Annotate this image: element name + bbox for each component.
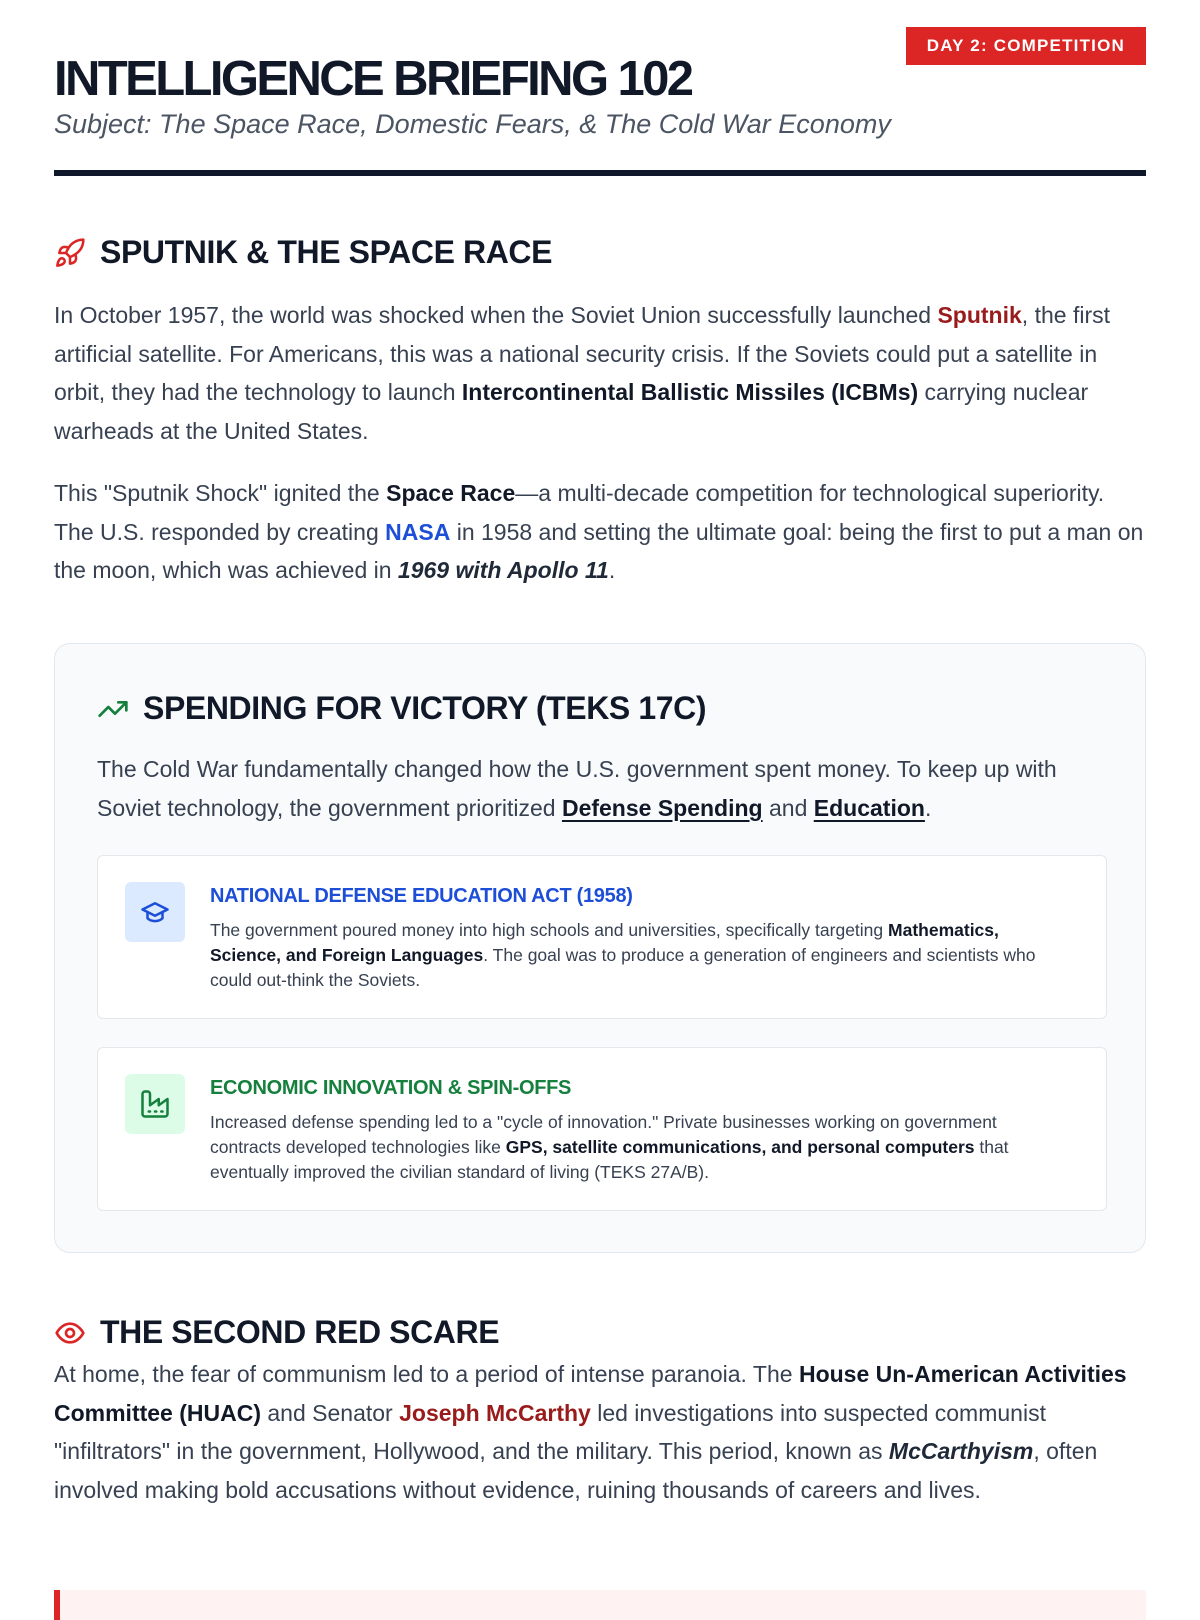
term-space-race: Space Race [386,480,516,506]
section-header-sputnik [54,234,552,271]
spending-card [54,643,1146,1253]
ndea-title: NATIONAL DEFENSE EDUCATION ACT (1958) [210,885,633,907]
section-title-sputnik: SPUTNIK & THE SPACE RACE [100,234,553,270]
page-subtitle: Subject: The Space Race, Domestic Fears, & The Cold War Economy [54,109,891,139]
page-title: INTELLIGENCE BRIEFING 102 [54,52,692,106]
sputnik-paragraph-1: In October 1957, the world was shocked when the Soviet Union successfully launched Sputnik, the first artificial satellite. For Americans, this was a national security crisis. If the Soviets could put a satellite in orbit, they had the technology to launch Intercontinental Ballistic Missiles (ICBMs) carrying nuclear warheads at the United States. [54,302,1110,444]
economic-innovation-title: ECONOMIC INNOVATION & SPIN-OFFS [210,1077,572,1099]
red-scare-callout [54,1590,1146,1620]
sputnik-paragraph-2: This "Sputnik Shock" ignited the Space Race—a multi-decade competition for technological superiority. The U.S. responded by creating NASA in 1958 and setting the ultimate goal: being the first to put a man on the moon, which was achieved in 1969 with Apollo 11. [54,480,1144,583]
section-title-red-scare: THE SECOND RED SCARE [100,1314,500,1350]
spending-intro: The Cold War fundamentally changed how the U.S. government spent money. To keep up with Soviet technology, the government prioritized Defense Spending and Education. [97,756,1057,821]
term-apollo: 1969 with Apollo 11 [397,557,609,583]
trending-up-icon [97,692,131,726]
ndea-description: The government poured money into high schools and universities, specifically targeting Mathematics, Science, and Foreign Languages. The goal was to produce a generation of engineers and scientists who could out-think the Soviets. [210,920,1036,990]
red-scare-paragraph: At home, the fear of communism led to a period of intense paranoia. The House Un-American Activities Committee (HUAC) and Senator Joseph McCarthy led investigations into suspected communist "infiltrators" in the government, Hollywood, and the military. This period, known as McCarthyism, often involved making bold accusations without evidence, ruining thousands of careers and lives. [54,1361,1127,1503]
ndea-card [97,855,1107,1019]
rocket-icon [54,236,88,270]
term-icbm: Intercontinental Ballistic Missiles (ICBMs) [461,379,919,405]
term-defense-spending: Defense Spending [561,794,763,821]
eye-icon [54,1316,88,1350]
section-title-spending: SPENDING FOR VICTORY (TEKS 17C) [143,690,707,726]
term-nasa: NASA [385,518,451,545]
factory-icon [125,1074,185,1134]
term-education: Education [813,794,925,821]
section-header-spending [97,690,706,727]
economic-innovation-description: Increased defense spending led to a "cycle of innovation." Private businesses working on government contracts developed technologies like GPS, satellite communications, and personal computers that eventually improved the civilian standard of living (TEKS 27A/B). [210,1112,1009,1182]
economic-innovation-card [97,1047,1107,1211]
section-header-red-scare [54,1314,499,1351]
term-mccarthyism: McCarthyism [888,1438,1034,1464]
term-sputnik: Sputnik [937,302,1022,328]
term-mccarthy: Joseph McCarthy [399,1399,591,1426]
term-huac: House Un-American Activities Committee (HUAC) [54,1361,1127,1426]
header-divider [54,170,1146,176]
day-badge: DAY 2: COMPETITION [906,27,1146,65]
graduation-cap-icon [125,882,185,942]
